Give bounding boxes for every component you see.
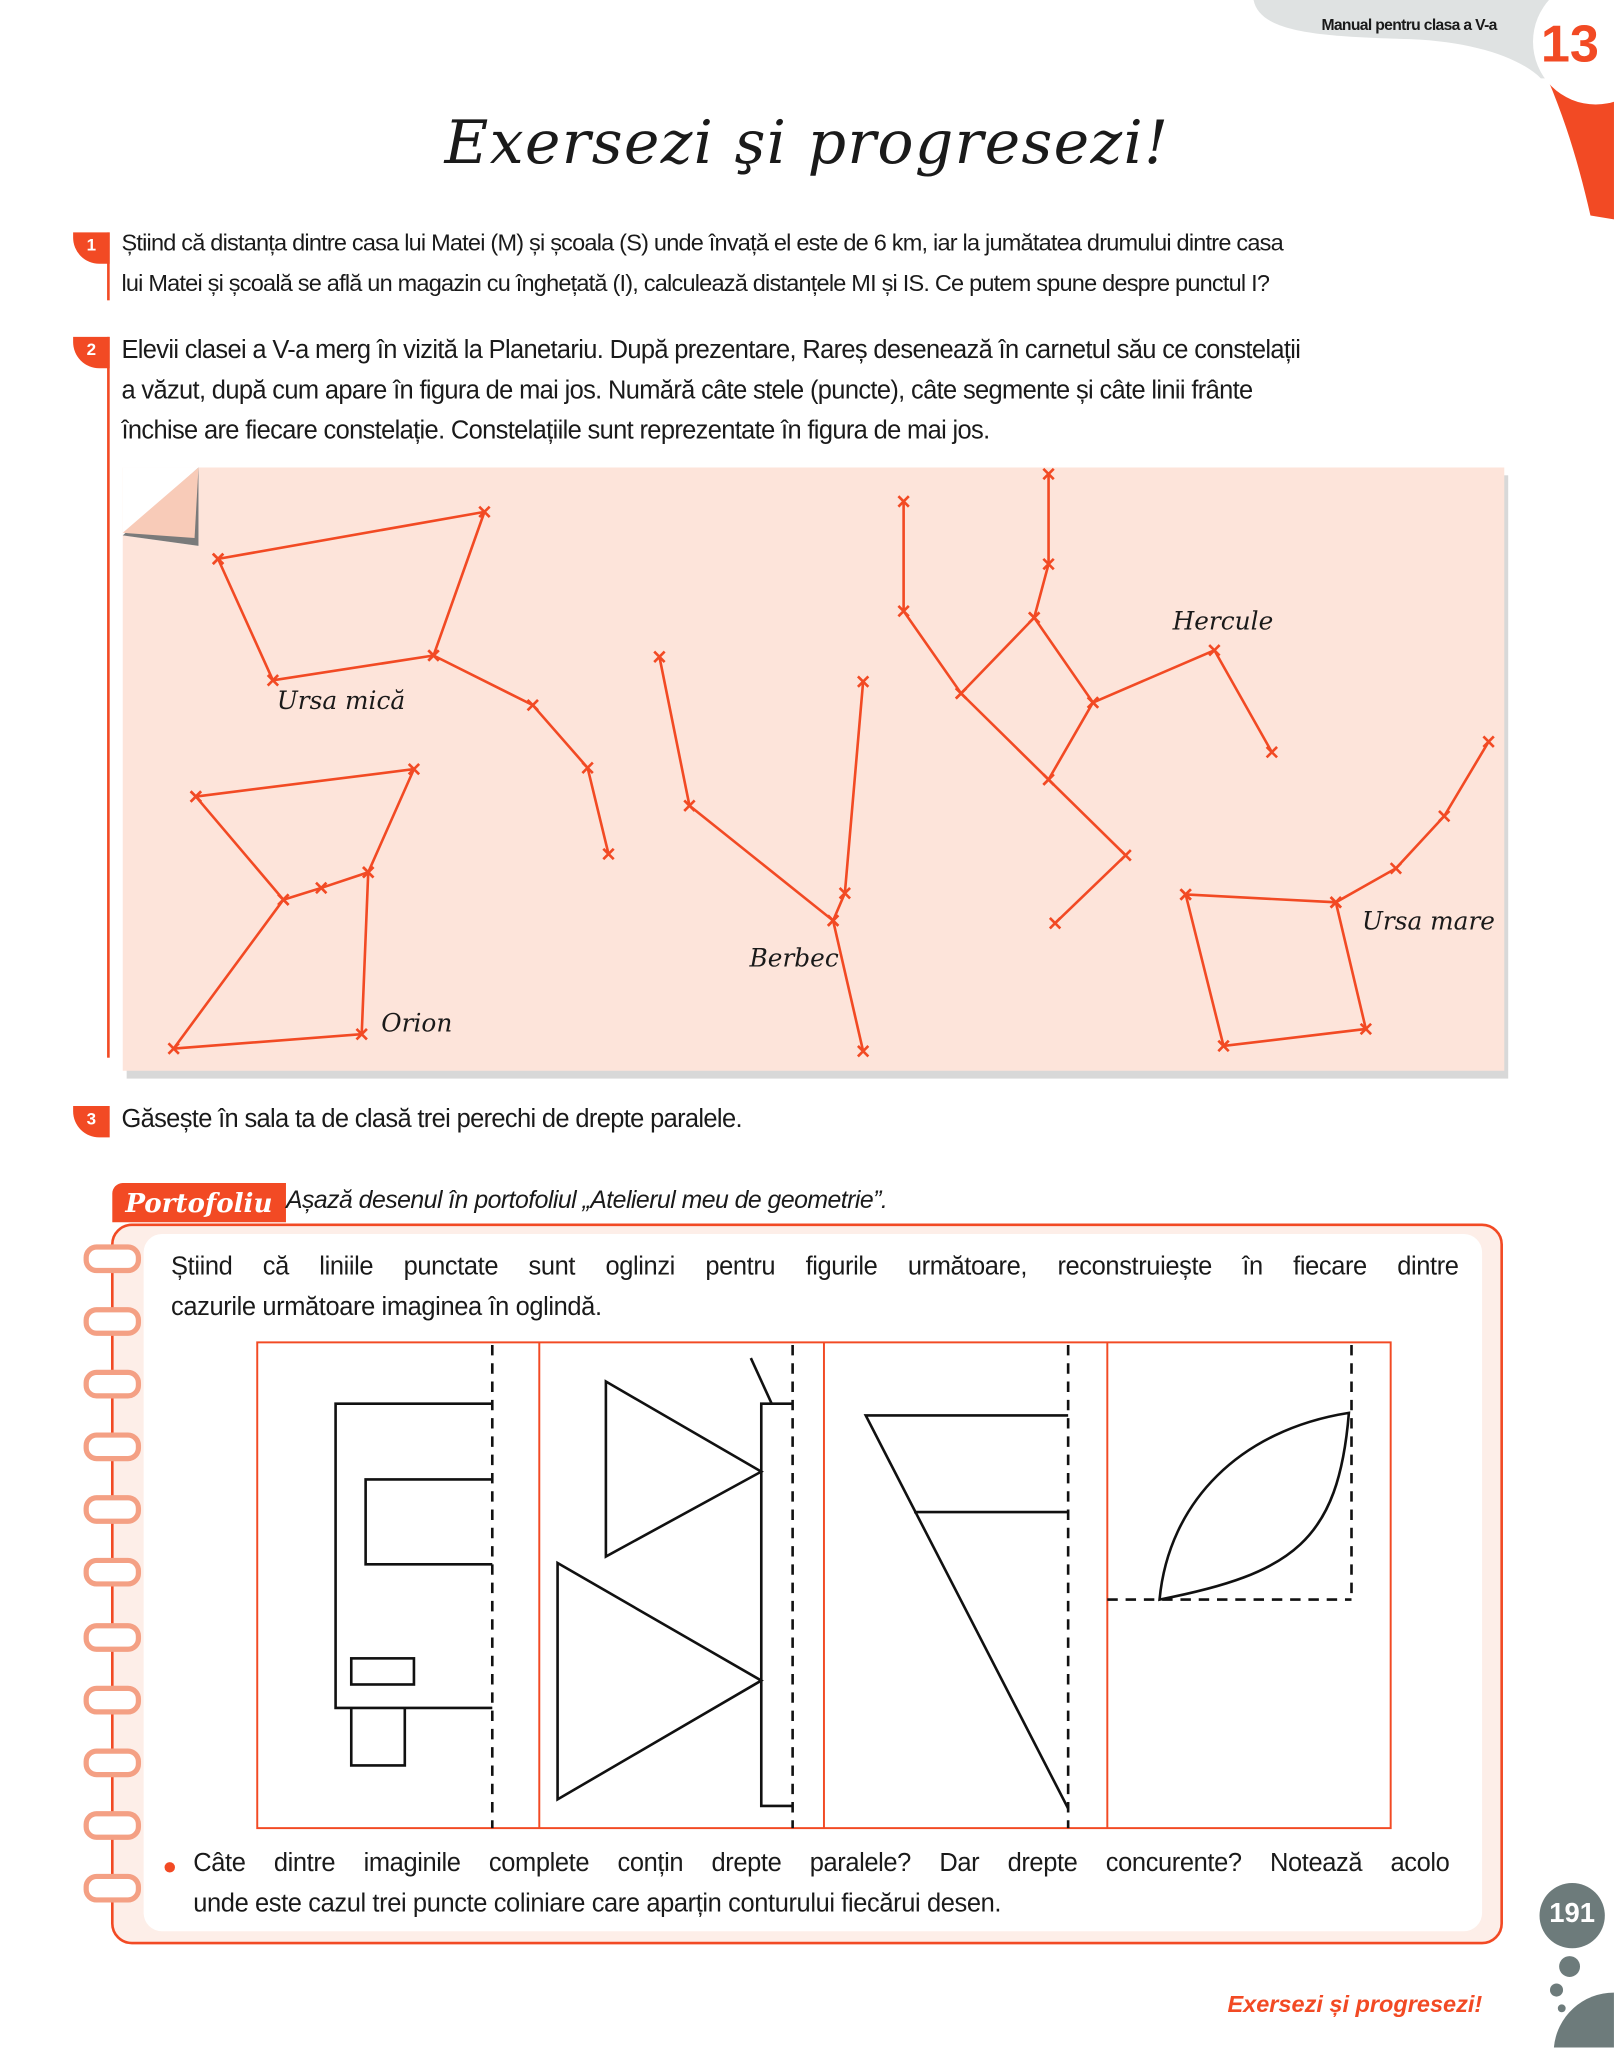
portfolio-question xyxy=(193,1844,1449,1925)
text-line: cazurile următoare imaginea în oglindă. xyxy=(171,1292,602,1322)
portfolio-tag: Portofoliu xyxy=(112,1183,285,1222)
footer-section: Exersezi și progresezi! xyxy=(1227,1991,1483,2018)
text-line: unde este cazul trei puncte coliniare care aparțin conturului fiecărui desen. xyxy=(193,1889,1002,1919)
text-line: închise are fiecare constelație. Constelațiile sunt reprezentate în figura de mai jos. xyxy=(121,416,990,446)
label-ursa-mica: Ursa mică xyxy=(276,686,406,716)
portfolio-instruction: Așază desenul în portofoliul „Atelierul meu de geometrie”. xyxy=(285,1186,888,1215)
label-orion: Orion xyxy=(381,1009,453,1039)
label-berbec: Berbec xyxy=(749,944,839,973)
text-line: a văzut, după cum apare în figura de mai jos. Numără câte stele (puncte), câte segmente și câte linii frânte xyxy=(121,376,1253,405)
exercise-number: 1 xyxy=(73,232,110,263)
text-line: Știind că distanța dintre casa lui Matei (M) și școala (S) unde învață el este de 6 km, iar la jumătatea drumului dintre casa xyxy=(121,229,1283,256)
page-number: 191 xyxy=(1549,1898,1596,1929)
chapter-number: 13 xyxy=(1540,15,1599,74)
label-hercule: Hercule xyxy=(1172,607,1274,636)
book-title: Manual pentru clasa a V-a xyxy=(1321,15,1497,34)
exercise-number: 2 xyxy=(73,337,110,368)
text-line: Câte dintre imaginile complete conțin drepte paralele? Dar drepte concurente? Notează acolo xyxy=(193,1849,1450,1878)
exercise-number: 3 xyxy=(73,1106,110,1137)
text-line: lui Matei și școală se află un magazin cu înghețată (I), calculează distanțele MI și IS. Ce putem spune despre punctul I? xyxy=(121,270,1270,297)
text-line: Știind că liniile punctate sunt oglinzi pentru figurile următoare, reconstruiește în fiecare dintre xyxy=(171,1252,1459,1281)
exercise-3-text: Găsește în sala ta de clasă trei perechi de drepte paralele. xyxy=(121,1104,742,1134)
page-title: Exersezi şi progresezi! xyxy=(444,107,1170,178)
footer-decoration xyxy=(1515,1867,1614,2047)
bullet-icon xyxy=(165,1862,175,1872)
text-line: Elevii clasei a V-a merg în vizită la Planetariu. După prezentare, Rareș desenează în carnetul său ce constelații xyxy=(121,335,1301,365)
label-ursa-mare: Ursa mare xyxy=(1361,907,1495,937)
binding-ring xyxy=(84,1874,141,1903)
